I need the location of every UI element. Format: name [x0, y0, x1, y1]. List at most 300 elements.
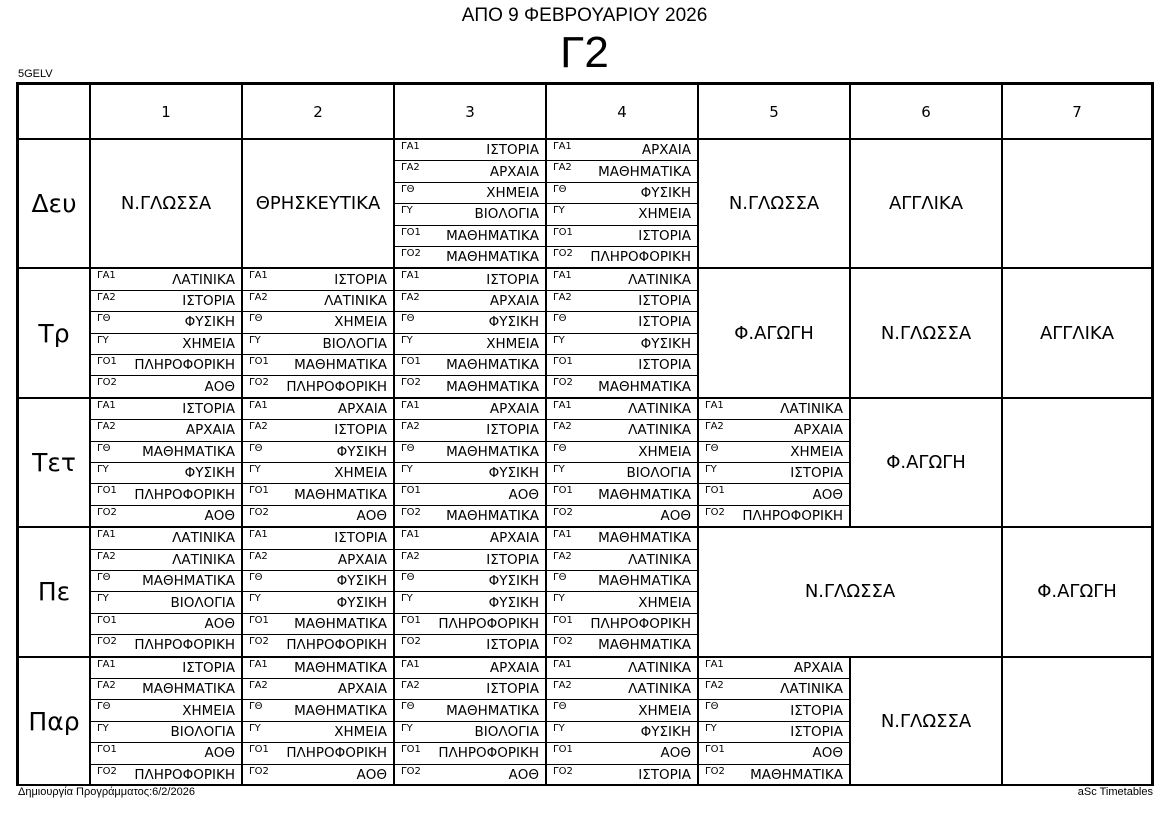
subject-name: ΠΛΗΡΟΦΟΡΙΚΗ — [134, 486, 235, 503]
group-code: ΓΑ1 — [553, 270, 572, 282]
split-lesson-cell — [546, 398, 698, 527]
group-code: ΓΑ2 — [401, 162, 420, 174]
group-code: ΓΑ2 — [705, 421, 724, 433]
period-header: 4 — [546, 84, 698, 139]
group-lesson — [395, 399, 545, 420]
lesson-cell: Ν.ΓΛΩΣΣΑ — [698, 527, 1002, 656]
subject-name: ΑΟΘ — [812, 486, 843, 503]
group-lesson — [243, 442, 393, 463]
subject-name: ΠΛΗΡΟΦΟΡΙΚΗ — [438, 745, 539, 762]
subject-name: ΙΣΤΟΡΙΑ — [638, 293, 691, 309]
split-lesson-cell — [394, 527, 546, 656]
subject-name: ΜΑΘΗΜΑΤΙΚΑ — [598, 486, 691, 503]
group-lesson — [243, 571, 393, 592]
subject-name: ΜΑΘΗΜΑΤΙΚΑ — [446, 378, 539, 395]
subject-name: ΧΗΜΕΙΑ — [638, 443, 691, 460]
group-code: ΓΥ — [705, 464, 717, 476]
group-lesson — [547, 204, 697, 225]
group-code: ΓΟ1 — [705, 485, 725, 497]
group-code: ΓΥ — [97, 464, 109, 476]
group-code: ΓΥ — [705, 722, 717, 734]
group-lesson — [243, 334, 393, 355]
group-code: ΓΘ — [401, 183, 415, 195]
group-code: ΓΘ — [97, 572, 111, 583]
group-code: ΓΑ2 — [553, 291, 572, 303]
software-credit: aSc Timetables — [1077, 786, 1153, 798]
lesson-cell: Ν.ΓΛΩΣΣΑ — [90, 139, 242, 268]
group-lesson — [243, 679, 393, 700]
subject-name: ΙΣΤΟΡΙΑ — [486, 551, 539, 568]
subject-name: ΙΣΤΟΡΙΑ — [334, 530, 387, 547]
group-lesson — [243, 550, 393, 571]
group-code: ΓΟ1 — [249, 744, 269, 756]
group-code: ΓΟ2 — [249, 377, 269, 389]
group-code: ΓΟ2 — [705, 765, 725, 777]
group-code: ΓΥ — [553, 593, 565, 605]
group-code: ΓΘ — [401, 701, 415, 713]
group-lesson — [547, 269, 697, 290]
group-lesson — [395, 161, 545, 182]
subject-name: ΙΣΤΟΡΙΑ — [182, 293, 235, 309]
group-code: ΓΟ1 — [249, 614, 269, 626]
group-lesson — [395, 291, 545, 312]
group-lesson — [91, 463, 241, 484]
group-code: ΓΑ1 — [249, 399, 268, 411]
group-lesson — [91, 484, 241, 505]
group-lesson — [395, 247, 545, 267]
group-lesson — [243, 291, 393, 312]
lesson-cell: Φ.ΑΓΩΓΗ — [698, 268, 850, 397]
group-lesson — [243, 528, 393, 549]
empty-cell — [1002, 398, 1152, 527]
group-lesson — [547, 442, 697, 463]
group-lesson — [395, 571, 545, 592]
group-lesson — [91, 765, 241, 785]
group-lesson — [547, 399, 697, 420]
group-lesson — [547, 592, 697, 613]
subject-name: ΙΣΤΟΡΙΑ — [486, 142, 539, 159]
group-code: ΓΥ — [401, 334, 413, 346]
subject-name: ΙΣΤΟΡΙΑ — [790, 724, 843, 741]
group-lesson — [699, 743, 849, 764]
group-lesson — [395, 592, 545, 613]
group-code: ΓΑ1 — [97, 529, 116, 541]
subject-name: ΙΣΤΟΡΙΑ — [638, 227, 691, 244]
group-lesson — [395, 140, 545, 161]
group-lesson — [91, 571, 241, 592]
group-lesson — [91, 635, 241, 655]
subject-name: ΠΛΗΡΟΦΟΡΙΚΗ — [286, 637, 387, 654]
subject-name: ΑΟΘ — [356, 508, 387, 525]
subject-name: ΙΣΤΟΡΙΑ — [638, 766, 691, 783]
group-lesson — [547, 614, 697, 635]
day-label: Τετ — [18, 398, 90, 527]
group-lesson — [243, 269, 393, 290]
group-lesson — [547, 528, 697, 549]
group-code: ΓΥ — [249, 334, 261, 346]
subject-name: ΦΥΣΙΚΗ — [336, 573, 387, 590]
period-header: 2 — [242, 84, 394, 139]
group-code: ΓΑ2 — [249, 680, 268, 691]
subject-name: ΧΗΜΕΙΑ — [334, 314, 387, 331]
split-lesson-cell — [394, 139, 546, 268]
group-code: ΓΟ2 — [553, 377, 573, 389]
group-lesson — [699, 722, 849, 743]
group-lesson — [547, 679, 697, 700]
split-lesson-cell — [90, 527, 242, 656]
group-lesson — [547, 550, 697, 571]
group-lesson — [243, 376, 393, 396]
group-code: ΓΥ — [249, 464, 261, 476]
subject-name: ΙΣΤΟΡΙΑ — [790, 702, 843, 719]
group-code: ΓΥ — [553, 722, 565, 734]
group-lesson — [395, 528, 545, 549]
subject-name: ΙΣΤΟΡΙΑ — [182, 401, 235, 417]
group-code: ΓΥ — [401, 464, 413, 476]
group-lesson — [243, 743, 393, 764]
group-lesson — [395, 550, 545, 571]
group-lesson — [243, 506, 393, 526]
group-lesson — [395, 312, 545, 333]
group-lesson — [243, 658, 393, 679]
subject-name: ΛΑΤΙΝΙΚΑ — [628, 422, 691, 439]
group-lesson — [547, 571, 697, 592]
lesson-cell: Ν.ΓΛΩΣΣΑ — [850, 268, 1002, 397]
group-code: ΓΥ — [97, 593, 109, 605]
subject-name: ΒΙΟΛΟΓΙΑ — [474, 206, 539, 223]
group-code: ΓΑ2 — [97, 550, 116, 562]
subject-name: ΑΡΧΑΙΑ — [641, 142, 691, 159]
subject-name: ΑΡΧΑΙΑ — [489, 163, 539, 180]
group-code: ΓΘ — [401, 572, 415, 583]
group-code: ΓΘ — [705, 442, 719, 454]
group-code: ΓΑ2 — [97, 680, 116, 691]
subject-name: ΧΗΜΕΙΑ — [638, 206, 691, 223]
group-lesson — [547, 658, 697, 679]
group-lesson — [395, 269, 545, 290]
empty-cell — [1002, 139, 1152, 268]
subject-name: ΛΑΤΙΝΙΚΑ — [628, 681, 691, 698]
page-title: Γ2 — [560, 28, 609, 77]
group-lesson — [699, 399, 849, 420]
subject-name: ΛΑΤΙΝΙΚΑ — [628, 659, 691, 676]
group-code: ΓΟ2 — [401, 506, 421, 518]
group-lesson — [699, 484, 849, 505]
group-code: ΓΑ1 — [553, 529, 572, 541]
subject-name: ΙΣΤΟΡΙΑ — [334, 422, 387, 439]
group-code: ΓΑ1 — [97, 270, 116, 282]
group-lesson — [547, 312, 697, 333]
group-lesson — [395, 376, 545, 396]
group-code: ΓΑ2 — [97, 291, 116, 303]
group-code: ΓΑ2 — [401, 421, 420, 433]
subject-name: ΦΥΣΙΚΗ — [184, 314, 235, 331]
subject-name: ΠΛΗΡΟΦΟΡΙΚΗ — [742, 508, 843, 525]
subject-name: ΜΑΘΗΜΑΤΙΚΑ — [142, 443, 235, 460]
group-lesson — [395, 334, 545, 355]
group-code: ΓΑ1 — [249, 529, 268, 541]
group-lesson — [395, 635, 545, 655]
group-lesson — [395, 226, 545, 247]
group-code: ΓΑ2 — [705, 680, 724, 691]
lesson-cell: Φ.ΑΓΩΓΗ — [1002, 527, 1152, 656]
group-code: ΓΑ2 — [401, 550, 420, 562]
subject-name: ΦΥΣΙΚΗ — [488, 314, 539, 331]
group-lesson — [91, 722, 241, 743]
subject-name: ΜΑΘΗΜΑΤΙΚΑ — [446, 702, 539, 719]
subject-name: ΦΥΣΙΚΗ — [336, 443, 387, 460]
lesson-cell: ΑΓΓΛΙΚΑ — [850, 139, 1002, 268]
group-code: ΓΟ1 — [97, 356, 117, 368]
split-lesson-cell — [546, 268, 698, 397]
subject-name: ΙΣΤΟΡΙΑ — [334, 271, 387, 288]
group-code: ΓΟ1 — [553, 614, 573, 626]
subject-name: ΠΛΗΡΟΦΟΡΙΚΗ — [134, 766, 235, 783]
subject-name: ΙΣΤΟΡΙΑ — [638, 357, 691, 374]
subject-name: ΑΟΘ — [812, 745, 843, 762]
group-lesson — [547, 743, 697, 764]
group-code: ΓΟ1 — [401, 744, 421, 756]
group-code: ΓΘ — [249, 442, 263, 454]
subject-name: ΒΙΟΛΟΓΙΑ — [474, 724, 539, 741]
split-lesson-cell — [90, 657, 242, 786]
group-lesson — [547, 291, 697, 312]
subject-name: ΛΑΤΙΝΙΚΑ — [324, 293, 387, 309]
group-lesson — [547, 765, 697, 785]
group-lesson — [547, 722, 697, 743]
page-subtitle: ΑΠΟ 9 ΦΕΒΡΟΥΑΡΙΟΥ 2026 — [461, 5, 708, 26]
group-code: ΓΟ1 — [97, 485, 117, 497]
group-code: ΓΟ2 — [97, 377, 117, 389]
group-code: ΓΟ2 — [401, 248, 421, 260]
lesson-cell: Φ.ΑΓΩΓΗ — [850, 398, 1002, 527]
group-code: ΓΥ — [401, 205, 413, 217]
group-code: ΓΟ1 — [553, 744, 573, 756]
group-lesson — [395, 722, 545, 743]
group-lesson — [395, 420, 545, 441]
subject-name: ΦΥΣΙΚΗ — [488, 594, 539, 611]
group-code: ΓΑ1 — [401, 658, 420, 670]
group-code: ΓΘ — [249, 701, 263, 713]
group-code: ΓΟ2 — [97, 636, 117, 648]
group-code: ΓΘ — [705, 701, 719, 713]
group-code: ΓΘ — [553, 572, 567, 583]
group-code: ΓΑ1 — [97, 658, 116, 670]
subject-name: ΧΗΜΕΙΑ — [486, 335, 539, 352]
group-lesson — [91, 679, 241, 700]
day-label: Τρ — [18, 268, 90, 397]
subject-name: ΑΡΧΑΙΑ — [793, 422, 843, 439]
group-lesson — [699, 679, 849, 700]
subject-name: ΜΑΘΗΜΑΤΙΚΑ — [446, 508, 539, 525]
subject-name: ΑΡΧΑΙΑ — [337, 681, 387, 698]
group-lesson — [395, 204, 545, 225]
group-code: ΓΟ1 — [401, 614, 421, 626]
group-lesson — [243, 420, 393, 441]
subject-name: ΑΡΧΑΙΑ — [489, 530, 539, 547]
subject-name: ΑΟΘ — [204, 616, 235, 633]
subject-name: ΠΛΗΡΟΦΟΡΙΚΗ — [438, 616, 539, 633]
group-lesson — [91, 550, 241, 571]
group-code: ΓΑ1 — [249, 270, 268, 282]
group-lesson — [243, 765, 393, 785]
group-lesson — [547, 506, 697, 526]
group-lesson — [547, 161, 697, 182]
split-lesson-cell — [546, 527, 698, 656]
group-lesson — [91, 442, 241, 463]
subject-name: ΜΑΘΗΜΑΤΙΚΑ — [142, 681, 235, 698]
subject-name: ΑΡΧΑΙΑ — [489, 293, 539, 309]
split-lesson-cell — [90, 398, 242, 527]
subject-name: ΜΑΘΗΜΑΤΙΚΑ — [294, 616, 387, 633]
split-lesson-cell — [242, 268, 394, 397]
subject-name: ΒΙΟΛΟΓΙΑ — [322, 335, 387, 352]
subject-name: ΒΙΟΛΟΓΙΑ — [170, 594, 235, 611]
group-lesson — [91, 312, 241, 333]
subject-name: ΙΣΤΟΡΙΑ — [638, 314, 691, 331]
group-lesson — [547, 140, 697, 161]
subject-name: ΒΙΟΛΟΓΙΑ — [170, 724, 235, 741]
subject-name: ΜΑΘΗΜΑΤΙΚΑ — [446, 249, 539, 266]
split-lesson-cell — [394, 398, 546, 527]
group-lesson — [547, 700, 697, 721]
group-code: ΓΟ2 — [553, 506, 573, 518]
group-lesson — [547, 183, 697, 204]
group-code: ΓΘ — [249, 572, 263, 583]
period-header: 5 — [698, 84, 850, 139]
group-code: ΓΟ2 — [249, 765, 269, 777]
group-code: ΓΘ — [553, 313, 567, 325]
group-lesson — [91, 614, 241, 635]
group-lesson — [243, 722, 393, 743]
period-header: 3 — [394, 84, 546, 139]
group-lesson — [547, 484, 697, 505]
group-lesson — [395, 183, 545, 204]
lesson-cell: Ν.ΓΛΩΣΣΑ — [850, 657, 1002, 786]
split-lesson-cell — [546, 657, 698, 786]
day-label: Παρ — [18, 657, 90, 786]
group-lesson — [91, 592, 241, 613]
subject-name: ΑΟΘ — [508, 766, 539, 783]
group-lesson — [395, 355, 545, 376]
subject-name: ΛΑΤΙΝΙΚΑ — [628, 271, 691, 288]
group-code: ΓΟ2 — [97, 506, 117, 518]
subject-name: ΧΗΜΕΙΑ — [638, 702, 691, 719]
subject-name: ΛΑΤΙΝΙΚΑ — [628, 401, 691, 417]
group-code: ΓΟ1 — [401, 356, 421, 368]
subject-name: ΑΡΧΑΙΑ — [489, 401, 539, 417]
group-lesson — [699, 420, 849, 441]
group-lesson — [547, 226, 697, 247]
group-lesson — [91, 355, 241, 376]
subject-name: ΙΣΤΟΡΙΑ — [486, 422, 539, 439]
group-lesson — [547, 247, 697, 267]
group-lesson — [547, 463, 697, 484]
group-code: ΓΑ1 — [97, 399, 116, 411]
subject-name: ΑΟΘ — [660, 508, 691, 525]
subject-name: ΦΥΣΙΚΗ — [488, 573, 539, 590]
group-lesson — [547, 355, 697, 376]
group-lesson — [243, 484, 393, 505]
group-lesson — [91, 334, 241, 355]
group-code: ΓΟ1 — [705, 744, 725, 756]
group-code: ΓΑ1 — [705, 658, 724, 670]
group-code: ΓΑ2 — [249, 291, 268, 303]
group-code: ΓΑ1 — [401, 399, 420, 411]
group-code: ΓΟ1 — [97, 744, 117, 756]
empty-cell — [1002, 657, 1152, 786]
subject-name: ΑΡΧΑΙΑ — [337, 551, 387, 568]
split-lesson-cell — [394, 268, 546, 397]
school-code: 5GELV — [18, 68, 53, 80]
group-lesson — [91, 420, 241, 441]
subject-name: ΠΛΗΡΟΦΟΡΙΚΗ — [286, 378, 387, 395]
group-code: ΓΟ2 — [401, 636, 421, 648]
subject-name: ΑΟΘ — [356, 766, 387, 783]
subject-name: ΙΣΤΟΡΙΑ — [182, 659, 235, 676]
subject-name: ΜΑΘΗΜΑΤΙΚΑ — [294, 659, 387, 676]
subject-name: ΜΑΘΗΜΑΤΙΚΑ — [750, 766, 843, 783]
lesson-cell: Ν.ΓΛΩΣΣΑ — [698, 139, 850, 268]
group-lesson — [91, 700, 241, 721]
group-code: ΓΘ — [249, 313, 263, 325]
group-code: ΓΑ1 — [553, 658, 572, 670]
group-code: ΓΘ — [97, 701, 111, 713]
group-code: ΓΟ2 — [705, 506, 725, 518]
group-code: ΓΘ — [553, 183, 567, 195]
subject-name: ΑΡΧΑΙΑ — [793, 659, 843, 676]
subject-name: ΛΑΤΙΝΙΚΑ — [780, 401, 843, 417]
split-lesson-cell — [698, 657, 850, 786]
lesson-cell: ΑΓΓΛΙΚΑ — [1002, 268, 1152, 397]
group-code: ΓΟ2 — [553, 636, 573, 648]
subject-name: ΦΥΣΙΚΗ — [336, 594, 387, 611]
group-lesson — [395, 614, 545, 635]
group-code: ΓΥ — [553, 205, 565, 217]
creation-date: Δημιουργία Προγράμματος:6/2/2026 — [18, 786, 195, 798]
group-code: ΓΘ — [97, 442, 111, 454]
group-lesson — [395, 743, 545, 764]
group-lesson — [547, 420, 697, 441]
split-lesson-cell — [90, 268, 242, 397]
group-lesson — [699, 700, 849, 721]
subject-name: ΠΛΗΡΟΦΟΡΙΚΗ — [590, 249, 691, 266]
group-code: ΓΥ — [249, 722, 261, 734]
period-header: 1 — [90, 84, 242, 139]
group-lesson — [699, 442, 849, 463]
group-code: ΓΥ — [249, 593, 261, 605]
group-code: ΓΥ — [401, 593, 413, 605]
subject-name: ΙΣΤΟΡΙΑ — [790, 465, 843, 482]
subject-name: ΑΟΘ — [204, 745, 235, 762]
group-lesson — [91, 291, 241, 312]
group-code: ΓΟ2 — [553, 248, 573, 260]
group-code: ΓΟ1 — [249, 485, 269, 497]
group-code: ΓΑ1 — [553, 141, 572, 152]
group-code: ΓΑ1 — [705, 399, 724, 411]
subject-name: ΧΗΜΕΙΑ — [334, 724, 387, 741]
group-lesson — [699, 658, 849, 679]
subject-name: ΧΗΜΕΙΑ — [182, 335, 235, 352]
group-code: ΓΑ2 — [249, 550, 268, 562]
subject-name: ΦΥΣΙΚΗ — [488, 465, 539, 482]
group-code: ΓΑ1 — [401, 529, 420, 541]
subject-name: ΙΣΤΟΡΙΑ — [486, 681, 539, 698]
subject-name: ΜΑΘΗΜΑΤΙΚΑ — [446, 227, 539, 244]
group-code: ΓΘ — [401, 313, 415, 325]
subject-name: ΜΑΘΗΜΑΤΙΚΑ — [294, 702, 387, 719]
group-lesson — [395, 442, 545, 463]
